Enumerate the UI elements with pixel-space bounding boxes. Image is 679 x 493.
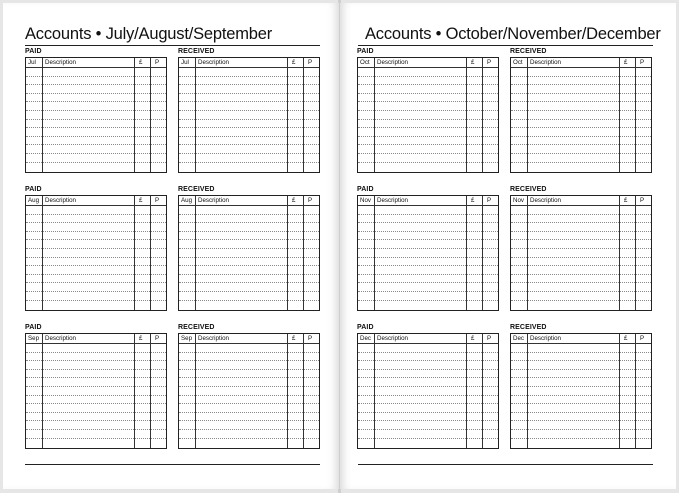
- entry-row-line: [179, 395, 319, 396]
- month-header: Aug: [28, 197, 40, 204]
- entry-row-line: [358, 386, 498, 387]
- page-title: Accounts • July/August/September: [25, 25, 273, 43]
- pounds-header: £: [471, 335, 475, 342]
- paid-table: [357, 333, 499, 449]
- entry-row-line: [179, 231, 319, 232]
- title-rule: [25, 45, 320, 46]
- entry-row-line: [179, 119, 319, 120]
- received-table: [510, 57, 652, 173]
- entry-row-line: [511, 144, 651, 145]
- description-header: Description: [530, 335, 561, 342]
- received-table: [510, 333, 652, 449]
- entry-row-line: [179, 162, 319, 163]
- entry-row-line: [26, 429, 166, 430]
- description-header: Description: [198, 197, 229, 204]
- title-rule: [358, 45, 653, 46]
- entry-row-line: [358, 162, 498, 163]
- entry-row-line: [511, 377, 651, 378]
- entry-row-line: [26, 153, 166, 154]
- received-section: [178, 324, 319, 448]
- month-header: Sep: [181, 335, 193, 342]
- paid-label: PAID: [357, 324, 374, 331]
- description-header: Description: [45, 197, 76, 204]
- entry-row-line: [358, 76, 498, 77]
- description-header: Description: [198, 335, 229, 342]
- header-rule: [26, 67, 166, 68]
- month-header: Jul: [181, 59, 189, 66]
- entry-row-line: [358, 395, 498, 396]
- entry-row-line: [358, 239, 498, 240]
- month-header: Jul: [28, 59, 36, 66]
- entry-row-line: [511, 231, 651, 232]
- entry-row-line: [511, 352, 651, 353]
- description-header: Description: [377, 335, 408, 342]
- entry-row-line: [358, 110, 498, 111]
- entry-row-line: [358, 352, 498, 353]
- entry-row-line: [179, 248, 319, 249]
- entry-row-line: [26, 257, 166, 258]
- entry-row-line: [26, 214, 166, 215]
- pence-header: P: [308, 335, 313, 342]
- paid-table: [357, 195, 499, 311]
- entry-row-line: [511, 369, 651, 370]
- entry-row-line: [358, 291, 498, 292]
- entry-row-line: [179, 377, 319, 378]
- header-rule: [511, 205, 651, 206]
- entry-row-line: [26, 412, 166, 413]
- entry-row-line: [358, 257, 498, 258]
- pence-header: P: [640, 59, 645, 66]
- entry-row-line: [358, 369, 498, 370]
- month-header: Oct: [360, 59, 370, 66]
- entry-row-line: [511, 127, 651, 128]
- entry-row-line: [26, 239, 166, 240]
- pence-header: P: [640, 335, 645, 342]
- entry-row-line: [358, 429, 498, 430]
- entry-row-line: [358, 136, 498, 137]
- entry-row-line: [179, 386, 319, 387]
- pounds-header: £: [139, 59, 143, 66]
- pounds-header: £: [139, 335, 143, 342]
- entry-row-line: [179, 429, 319, 430]
- pounds-header: £: [471, 59, 475, 66]
- entry-row-line: [358, 265, 498, 266]
- paid-section: [25, 186, 166, 310]
- received-table: [510, 195, 652, 311]
- entry-row-line: [179, 257, 319, 258]
- entry-row-line: [179, 136, 319, 137]
- entry-row-line: [179, 110, 319, 111]
- entry-row-line: [179, 438, 319, 439]
- header-rule: [358, 67, 498, 68]
- entry-row-line: [358, 360, 498, 361]
- entry-row-line: [26, 119, 166, 120]
- entry-row-line: [511, 257, 651, 258]
- month-header: Oct: [513, 59, 523, 66]
- entry-row-line: [511, 420, 651, 421]
- received-label: RECEIVED: [510, 186, 547, 193]
- header-rule: [358, 205, 498, 206]
- paid-table: [357, 57, 499, 173]
- description-header: Description: [45, 59, 76, 66]
- entry-row-line: [179, 153, 319, 154]
- entry-row-line: [179, 412, 319, 413]
- header-rule: [26, 205, 166, 206]
- entry-row-line: [358, 84, 498, 85]
- received-label: RECEIVED: [510, 48, 547, 55]
- bottom-rule: [358, 464, 653, 465]
- entry-row-line: [511, 429, 651, 430]
- entry-row-line: [26, 127, 166, 128]
- pounds-header: £: [471, 197, 475, 204]
- month-header: Nov: [360, 197, 372, 204]
- entry-row-line: [358, 412, 498, 413]
- description-header: Description: [198, 59, 229, 66]
- received-section: [510, 48, 651, 172]
- description-header: Description: [45, 335, 76, 342]
- paid-section: [357, 48, 498, 172]
- entry-row-line: [358, 248, 498, 249]
- description-header: Description: [530, 197, 561, 204]
- entry-row-line: [26, 369, 166, 370]
- entry-row-line: [511, 110, 651, 111]
- entry-row-line: [511, 222, 651, 223]
- entry-row-line: [26, 395, 166, 396]
- entry-row-line: [511, 214, 651, 215]
- entry-row-line: [26, 282, 166, 283]
- received-table: [178, 333, 320, 449]
- entry-row-line: [179, 93, 319, 94]
- entry-row-line: [358, 144, 498, 145]
- entry-row-line: [511, 119, 651, 120]
- month-header: Aug: [181, 197, 193, 204]
- header-rule: [179, 205, 319, 206]
- entry-row-line: [26, 360, 166, 361]
- entry-row-line: [358, 127, 498, 128]
- entry-row-line: [26, 222, 166, 223]
- entry-row-line: [26, 274, 166, 275]
- entry-row-line: [358, 420, 498, 421]
- received-label: RECEIVED: [178, 186, 215, 193]
- entry-row-line: [511, 162, 651, 163]
- entry-row-line: [26, 231, 166, 232]
- entry-row-line: [26, 403, 166, 404]
- received-label: RECEIVED: [510, 324, 547, 331]
- entry-row-line: [179, 144, 319, 145]
- entry-row-line: [26, 291, 166, 292]
- received-section: [510, 324, 651, 448]
- entry-row-line: [358, 153, 498, 154]
- pounds-header: £: [139, 197, 143, 204]
- header-rule: [179, 67, 319, 68]
- entry-row-line: [511, 239, 651, 240]
- received-label: RECEIVED: [178, 324, 215, 331]
- entry-row-line: [179, 101, 319, 102]
- received-section: [178, 186, 319, 310]
- entry-row-line: [26, 136, 166, 137]
- entry-row-line: [179, 369, 319, 370]
- paid-label: PAID: [25, 186, 42, 193]
- entry-row-line: [511, 153, 651, 154]
- received-label: RECEIVED: [178, 48, 215, 55]
- entry-row-line: [179, 222, 319, 223]
- entry-row-line: [511, 403, 651, 404]
- entry-row-line: [358, 119, 498, 120]
- entry-row-line: [26, 377, 166, 378]
- entry-row-line: [511, 300, 651, 301]
- entry-row-line: [179, 282, 319, 283]
- entry-row-line: [511, 93, 651, 94]
- entry-row-line: [26, 110, 166, 111]
- pence-header: P: [155, 335, 160, 342]
- paid-section: [357, 324, 498, 448]
- entry-row-line: [179, 420, 319, 421]
- pounds-header: £: [624, 59, 628, 66]
- pounds-header: £: [624, 335, 628, 342]
- entry-row-line: [358, 274, 498, 275]
- pence-header: P: [487, 59, 492, 66]
- paid-section: [25, 48, 166, 172]
- received-section: [510, 186, 651, 310]
- description-header: Description: [377, 197, 408, 204]
- entry-row-line: [358, 377, 498, 378]
- entry-row-line: [179, 300, 319, 301]
- entry-row-line: [26, 248, 166, 249]
- entry-row-line: [179, 76, 319, 77]
- entry-row-line: [179, 352, 319, 353]
- entry-row-line: [511, 291, 651, 292]
- pounds-header: £: [292, 197, 296, 204]
- month-header: Dec: [513, 335, 525, 342]
- entry-row-line: [179, 127, 319, 128]
- entry-row-line: [511, 136, 651, 137]
- month-header: Nov: [513, 197, 525, 204]
- entry-row-line: [358, 282, 498, 283]
- entry-row-line: [26, 352, 166, 353]
- paid-section: [25, 324, 166, 448]
- entry-row-line: [26, 386, 166, 387]
- entry-row-line: [179, 274, 319, 275]
- entry-row-line: [511, 76, 651, 77]
- entry-row-line: [358, 214, 498, 215]
- pence-header: P: [308, 197, 313, 204]
- month-header: Sep: [28, 335, 40, 342]
- entry-row-line: [26, 84, 166, 85]
- entry-row-line: [358, 93, 498, 94]
- paid-table: [25, 333, 167, 449]
- description-header: Description: [530, 59, 561, 66]
- paid-table: [25, 195, 167, 311]
- entry-row-line: [26, 438, 166, 439]
- paid-table: [25, 57, 167, 173]
- pounds-header: £: [292, 59, 296, 66]
- pounds-header: £: [624, 197, 628, 204]
- entry-row-line: [26, 265, 166, 266]
- entry-row-line: [511, 360, 651, 361]
- entry-row-line: [179, 403, 319, 404]
- pence-header: P: [487, 335, 492, 342]
- entry-row-line: [26, 93, 166, 94]
- entry-row-line: [358, 101, 498, 102]
- paid-section: [357, 186, 498, 310]
- paid-label: PAID: [25, 48, 42, 55]
- entry-row-line: [358, 438, 498, 439]
- paid-label: PAID: [25, 324, 42, 331]
- bottom-rule: [25, 464, 320, 465]
- pence-header: P: [155, 59, 160, 66]
- paid-label: PAID: [357, 186, 374, 193]
- entry-row-line: [511, 395, 651, 396]
- entry-row-line: [511, 248, 651, 249]
- entry-row-line: [511, 438, 651, 439]
- entry-row-line: [511, 84, 651, 85]
- entry-row-line: [179, 360, 319, 361]
- entry-row-line: [179, 239, 319, 240]
- entry-row-line: [179, 265, 319, 266]
- entry-row-line: [511, 265, 651, 266]
- entry-row-line: [358, 403, 498, 404]
- entry-row-line: [179, 214, 319, 215]
- entry-row-line: [358, 300, 498, 301]
- pence-header: P: [640, 197, 645, 204]
- entry-row-line: [26, 420, 166, 421]
- header-rule: [26, 343, 166, 344]
- paid-label: PAID: [357, 48, 374, 55]
- pence-header: P: [487, 197, 492, 204]
- entry-row-line: [511, 274, 651, 275]
- entry-row-line: [26, 101, 166, 102]
- received-section: [178, 48, 319, 172]
- header-rule: [511, 343, 651, 344]
- header-rule: [511, 67, 651, 68]
- page-title: Accounts • October/November/December: [365, 25, 661, 43]
- entry-row-line: [511, 412, 651, 413]
- entry-row-line: [26, 144, 166, 145]
- pence-header: P: [308, 59, 313, 66]
- entry-row-line: [179, 291, 319, 292]
- description-header: Description: [377, 59, 408, 66]
- entry-row-line: [511, 386, 651, 387]
- pounds-header: £: [292, 335, 296, 342]
- month-header: Dec: [360, 335, 372, 342]
- entry-row-line: [26, 76, 166, 77]
- entry-row-line: [511, 282, 651, 283]
- header-rule: [358, 343, 498, 344]
- entry-row-line: [358, 222, 498, 223]
- received-table: [178, 57, 320, 173]
- entry-row-line: [26, 162, 166, 163]
- entry-row-line: [511, 101, 651, 102]
- received-table: [178, 195, 320, 311]
- entry-row-line: [358, 231, 498, 232]
- entry-row-line: [179, 84, 319, 85]
- entry-row-line: [26, 300, 166, 301]
- pence-header: P: [155, 197, 160, 204]
- header-rule: [179, 343, 319, 344]
